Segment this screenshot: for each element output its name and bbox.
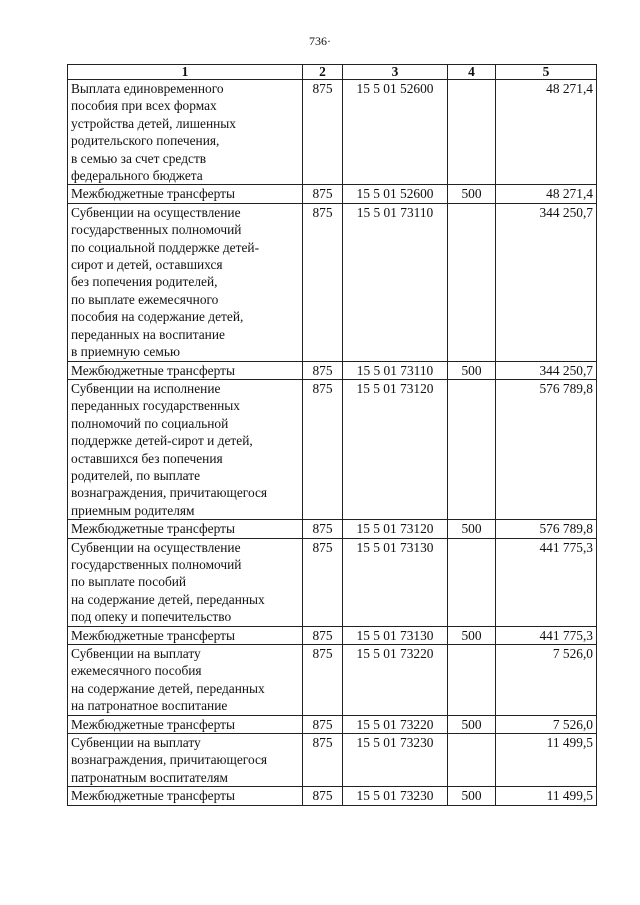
table-row: [68, 645, 597, 716]
table-row: [68, 626, 597, 644]
page-number: 736·: [309, 34, 331, 48]
row-amount-cell: 48 271,4: [496, 80, 597, 185]
row-code-cell: 875: [303, 734, 343, 787]
table-row: [68, 379, 597, 519]
table-row: [68, 787, 597, 805]
row-classification-cell: 15 5 01 73220: [343, 715, 448, 733]
row-code-cell: 875: [303, 645, 343, 716]
row-expense-type-cell: 500: [448, 626, 496, 644]
row-name-cell: Субвенции на выплату ежемесячного пособия на содержание детей, переданных на патронатное воспитание: [68, 645, 303, 716]
row-expense-type-cell: 500: [448, 185, 496, 203]
row-name-cell: Субвенции на исполнение переданных государственных полномочий по социальной поддержке детей-сирот и детей, оставшихся без попечения родителей, по выплате вознаграждения, причитающегося приемным родителям: [68, 379, 303, 519]
table-header-row: [68, 65, 597, 80]
row-amount-cell: 344 250,7: [496, 361, 597, 379]
budget-table: [67, 64, 597, 806]
row-classification-cell: 15 5 01 73230: [343, 734, 448, 787]
row-classification-cell: 15 5 01 73130: [343, 538, 448, 626]
column-header-2: 2: [303, 65, 343, 80]
row-code-cell: 875: [303, 787, 343, 805]
row-code-cell: 875: [303, 715, 343, 733]
row-code-cell: 875: [303, 626, 343, 644]
row-code-cell: 875: [303, 379, 343, 519]
row-code-cell: 875: [303, 361, 343, 379]
row-amount-cell: 344 250,7: [496, 203, 597, 361]
row-amount-cell: 48 271,4: [496, 185, 597, 203]
row-expense-type-cell: 500: [448, 361, 496, 379]
column-header-4: 4: [448, 65, 496, 80]
row-expense-type-cell: [448, 203, 496, 361]
row-amount-cell: 441 775,3: [496, 538, 597, 626]
table-row: [68, 361, 597, 379]
row-amount-cell: 11 499,5: [496, 734, 597, 787]
row-expense-type-cell: [448, 538, 496, 626]
row-expense-type-cell: [448, 379, 496, 519]
row-name-cell: Субвенции на осуществление государственных полномочий по выплате пособий на содержание детей, переданных под опеку и попечительство: [68, 538, 303, 626]
row-classification-cell: 15 5 01 73120: [343, 379, 448, 519]
row-classification-cell: 15 5 01 73230: [343, 787, 448, 805]
table-row: [68, 203, 597, 361]
row-amount-cell: 576 789,8: [496, 520, 597, 538]
row-classification-cell: 15 5 01 52600: [343, 185, 448, 203]
table-row: [68, 185, 597, 203]
row-name-cell: Межбюджетные трансферты: [68, 626, 303, 644]
row-expense-type-cell: 500: [448, 520, 496, 538]
row-code-cell: 875: [303, 538, 343, 626]
row-classification-cell: 15 5 01 73110: [343, 203, 448, 361]
row-classification-cell: 15 5 01 52600: [343, 80, 448, 185]
table-row: [68, 734, 597, 787]
row-name-cell: Межбюджетные трансферты: [68, 361, 303, 379]
row-classification-cell: 15 5 01 73130: [343, 626, 448, 644]
row-classification-cell: 15 5 01 73220: [343, 645, 448, 716]
row-expense-type-cell: [448, 734, 496, 787]
row-name-cell: Межбюджетные трансферты: [68, 520, 303, 538]
row-code-cell: 875: [303, 203, 343, 361]
row-expense-type-cell: [448, 645, 496, 716]
table-body: [68, 80, 597, 806]
row-classification-cell: 15 5 01 73110: [343, 361, 448, 379]
row-amount-cell: 11 499,5: [496, 787, 597, 805]
row-name-cell: Субвенции на выплату вознаграждения, причитающегося патронатным воспитателям: [68, 734, 303, 787]
table-row: [68, 538, 597, 626]
column-header-5: 5: [496, 65, 597, 80]
row-code-cell: 875: [303, 520, 343, 538]
table-row: [68, 80, 597, 185]
row-name-cell: Межбюджетные трансферты: [68, 715, 303, 733]
row-code-cell: 875: [303, 80, 343, 185]
column-header-3: 3: [343, 65, 448, 80]
row-amount-cell: 441 775,3: [496, 626, 597, 644]
row-name-cell: Межбюджетные трансферты: [68, 185, 303, 203]
column-header-1: 1: [68, 65, 303, 80]
row-name-cell: Выплата единовременного пособия при всех формах устройства детей, лишенных родительского попечения, в семью за счет средств федерального бюджета: [68, 80, 303, 185]
row-name-cell: Субвенции на осуществление государственных полномочий по социальной поддержке детей- сирот и детей, оставшихся без попечения родителей, по выплате ежемесячного пособия на содержание детей, переданных на воспитание в приемную семью: [68, 203, 303, 361]
row-amount-cell: 576 789,8: [496, 379, 597, 519]
row-expense-type-cell: [448, 80, 496, 185]
row-code-cell: 875: [303, 185, 343, 203]
row-amount-cell: 7 526,0: [496, 715, 597, 733]
table-row: [68, 715, 597, 733]
row-expense-type-cell: 500: [448, 715, 496, 733]
row-classification-cell: 15 5 01 73120: [343, 520, 448, 538]
row-name-cell: Межбюджетные трансферты: [68, 787, 303, 805]
table-row: [68, 520, 597, 538]
row-amount-cell: 7 526,0: [496, 645, 597, 716]
row-expense-type-cell: 500: [448, 787, 496, 805]
